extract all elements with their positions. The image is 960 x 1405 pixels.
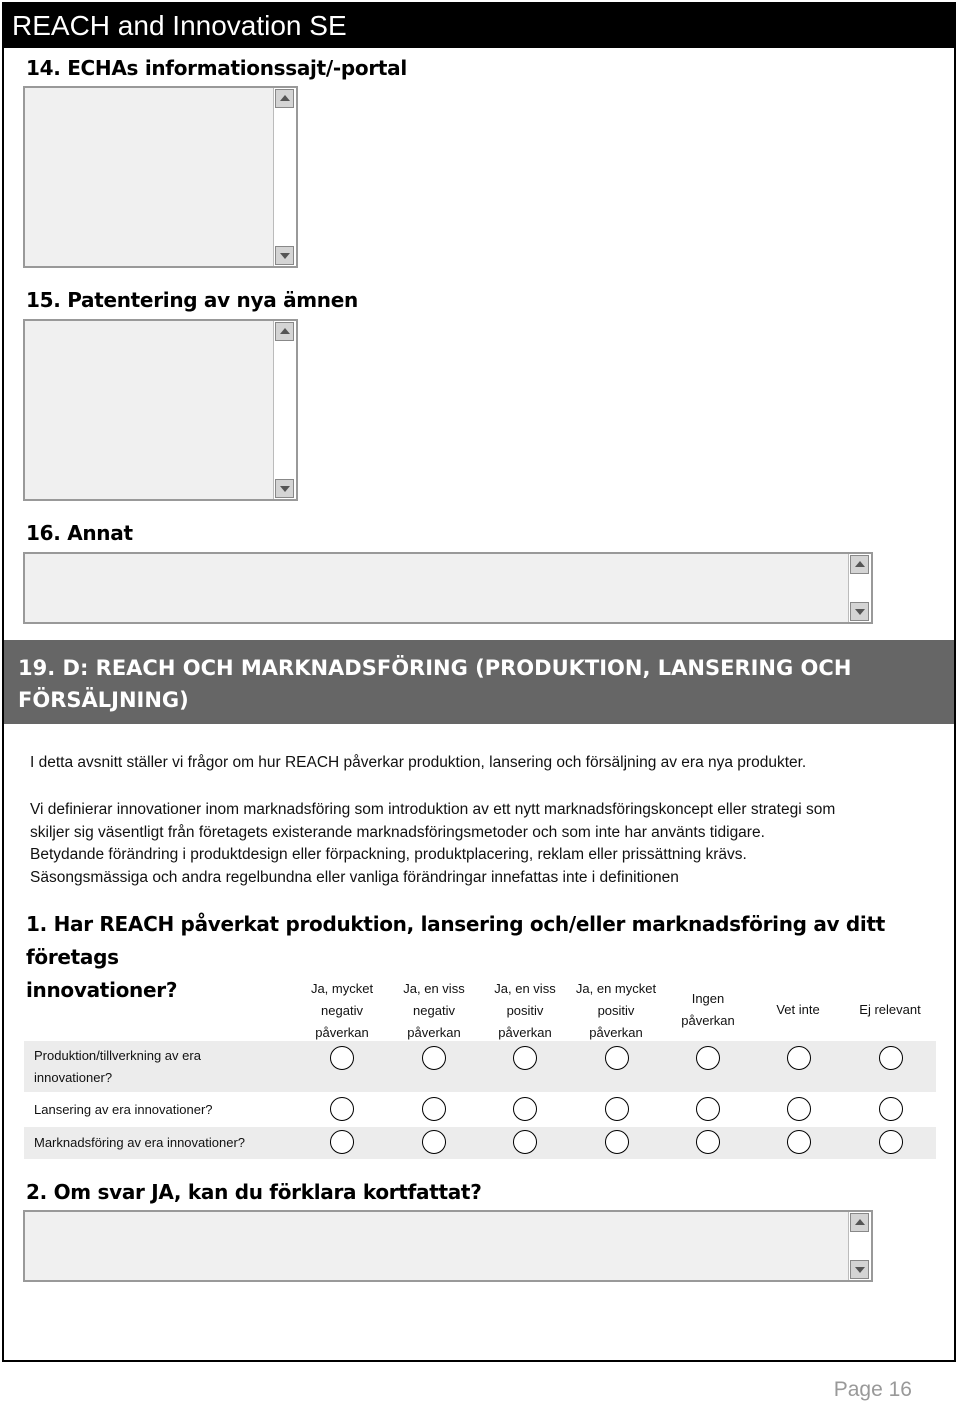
textarea-scrollbar[interactable] [848, 1212, 871, 1280]
row-label [34, 1045, 201, 1089]
section-title-line-1: 19. D: REACH OCH MARKNADSFÖRING (PRODUKTION, LANSERING OCH [18, 656, 852, 680]
radio-very-positive[interactable] [605, 1046, 629, 1070]
radio-no-impact[interactable] [696, 1097, 720, 1121]
column-header-line: negativ [413, 1003, 455, 1018]
scroll-down-arrow-icon[interactable] [275, 246, 294, 265]
scroll-up-arrow-icon[interactable] [850, 555, 869, 574]
question-2-label: 2. Om svar JA, kan du förklara kortfattat? [26, 1180, 482, 1204]
scroll-down-arrow-icon[interactable] [850, 1260, 869, 1279]
question-1-title-line: 1. Har REACH påverkat produktion, lansering och/eller marknadsföring av ditt företags [26, 912, 886, 969]
radio-very-positive[interactable] [605, 1097, 629, 1121]
radio-very-positive[interactable] [605, 1130, 629, 1154]
scroll-up-arrow-icon[interactable] [275, 89, 294, 108]
column-header-line: positiv [597, 1003, 635, 1018]
row-label-line: innovationer? [34, 1070, 113, 1085]
column-header-dont-know [752, 999, 844, 1021]
intro-line: skiljer sig väsentligt från företagets existerande marknadsföringsmetoder och som inte har använts tidigare. [30, 823, 765, 841]
column-header-line: påverkan [315, 1025, 369, 1040]
question-16-label: 16. Annat [26, 521, 133, 545]
textarea-scrollbar[interactable] [273, 321, 296, 499]
radio-somewhat-positive[interactable] [513, 1130, 537, 1154]
textarea-scrollbar[interactable] [273, 88, 296, 266]
radio-somewhat-negative[interactable] [422, 1046, 446, 1070]
scroll-up-arrow-icon[interactable] [850, 1213, 869, 1232]
matrix-row-marketing [24, 1127, 936, 1159]
column-header-line: positiv [506, 1003, 544, 1018]
column-header-line: påverkan [681, 1013, 735, 1028]
radio-somewhat-positive[interactable] [513, 1097, 537, 1121]
radio-somewhat-positive[interactable] [513, 1046, 537, 1070]
row-label: Marknadsföring av era innovationer? [34, 1135, 246, 1150]
column-header-somewhat-positive [479, 978, 571, 1044]
column-header-line: Ja, en viss [403, 981, 465, 996]
textarea-field[interactable] [25, 88, 274, 266]
radio-somewhat-negative[interactable] [422, 1097, 446, 1121]
radio-very-negative[interactable] [330, 1046, 354, 1070]
radio-somewhat-negative[interactable] [422, 1130, 446, 1154]
column-header-line: påverkan [407, 1025, 461, 1040]
intro-line: Säsongsmässiga och andra regelbundna eller vanliga förändringar innefattas inte i definitionen [30, 868, 679, 886]
radio-very-negative[interactable] [330, 1097, 354, 1121]
scroll-down-arrow-icon[interactable] [275, 479, 294, 498]
radio-no-impact[interactable] [696, 1046, 720, 1070]
textarea-field[interactable] [25, 321, 274, 499]
column-header-somewhat-negative [388, 978, 480, 1044]
radio-dont-know[interactable] [787, 1130, 811, 1154]
textarea-scrollbar[interactable] [848, 554, 871, 622]
column-header-line: påverkan [498, 1025, 552, 1040]
radio-not-relevant[interactable] [879, 1130, 903, 1154]
textarea-field[interactable] [25, 554, 849, 622]
question-14-label: 14. ECHAs informationssajt/-portal [26, 56, 407, 80]
column-header-line: Ej relevant [859, 1002, 921, 1017]
column-header-line: Ja, en viss [494, 981, 556, 996]
column-header-very-negative [296, 978, 388, 1044]
row-label-line: Produktion/tillverkning av era [34, 1048, 201, 1063]
matrix-row-launch [24, 1094, 936, 1126]
radio-dont-know[interactable] [787, 1097, 811, 1121]
radio-dont-know[interactable] [787, 1046, 811, 1070]
question-16-textarea[interactable] [23, 552, 873, 624]
scroll-down-arrow-icon[interactable] [850, 602, 869, 621]
question-1-title-line: innovationer? [26, 978, 178, 1002]
radio-not-relevant[interactable] [879, 1097, 903, 1121]
textarea-field[interactable] [25, 1212, 849, 1280]
question-14-textarea[interactable] [23, 86, 298, 268]
column-header-very-positive [570, 978, 662, 1044]
column-header-line: Vet inte [776, 1002, 820, 1017]
question-2-textarea[interactable] [23, 1210, 873, 1282]
column-header-line: Ja, en mycket [575, 981, 657, 996]
scroll-up-arrow-icon[interactable] [275, 322, 294, 341]
intro-paragraph-2 [30, 799, 950, 889]
matrix-row-production [24, 1041, 936, 1092]
question-15-textarea[interactable] [23, 319, 298, 501]
section-header [4, 640, 954, 724]
intro-paragraph-1: I detta avsnitt ställer vi frågor om hur REACH påverkar produktion, lansering och försäljning av era nya produkter. [30, 754, 807, 771]
column-header-line: Ja, mycket [310, 981, 374, 996]
column-header-line: negativ [321, 1003, 363, 1018]
column-header-line: påverkan [589, 1025, 643, 1040]
column-header-not-relevant [844, 999, 936, 1021]
page-number: Page 16 [833, 1378, 912, 1401]
radio-very-negative[interactable] [330, 1130, 354, 1154]
column-header-no-impact [662, 988, 754, 1032]
radio-not-relevant[interactable] [879, 1046, 903, 1070]
column-header-line: Ingen [691, 991, 725, 1006]
intro-line: Betydande förändring i produktdesign eller förpackning, produktplacering, reklam eller prissättning krävs. [30, 846, 747, 863]
radio-no-impact[interactable] [696, 1130, 720, 1154]
intro-line: Vi definierar innovationer inom marknadsföring som introduktion av ett nytt marknadsföringskoncept eller strategi som [30, 801, 836, 818]
row-label: Lansering av era innovationer? [34, 1102, 213, 1117]
question-15-label: 15. Patentering av nya ämnen [26, 288, 358, 312]
section-title-line-2: FÖRSÄLJNING) [18, 688, 189, 712]
window-title: REACH and Innovation SE [4, 4, 954, 48]
